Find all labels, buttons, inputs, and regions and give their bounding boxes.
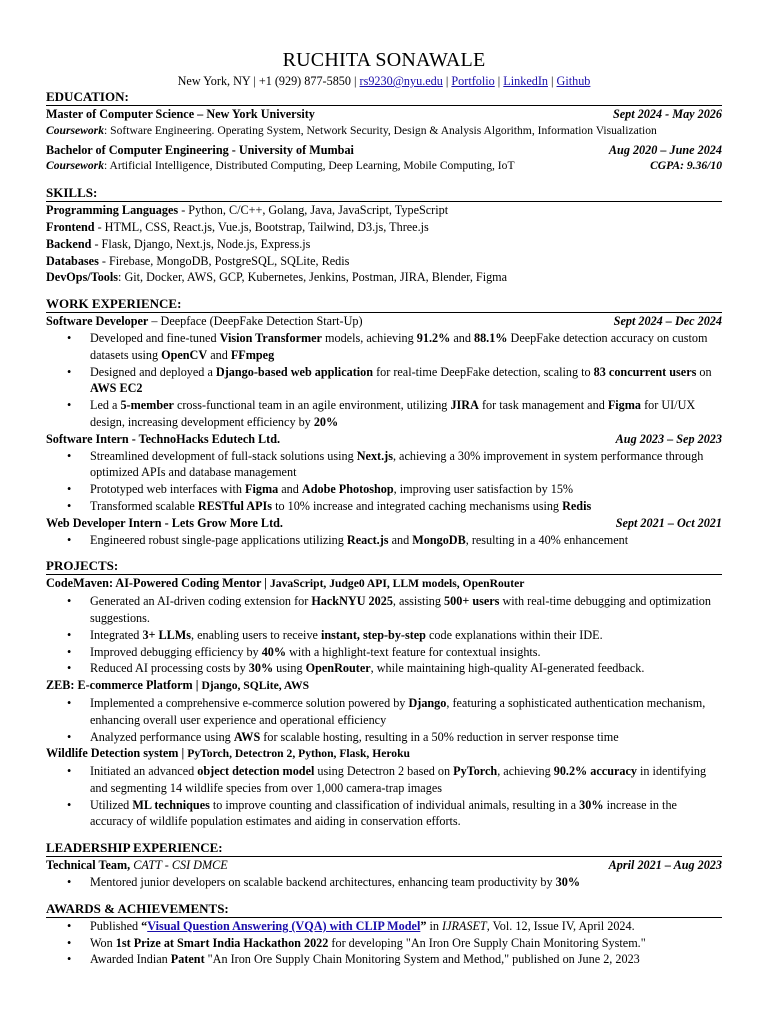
candidate-name: RUCHITA SONAWALE	[282, 49, 486, 71]
list-item: • Mentored junior developers on scalable backend architectures, enhancing team productivity by 30%	[90, 874, 722, 891]
leadership-bullets	[46, 874, 722, 891]
list-item: • Generated an AI-driven coding extension for HackNYU 2025, assisting 500+ users with real-time debugging and optimization suggestions.	[90, 593, 722, 627]
section-title-leadership: LEADERSHIP EXPERIENCE:	[46, 840, 722, 857]
list-item: • Prototyped web interfaces with Figma and Adobe Photoshop, improving user satisfaction by 15%	[90, 481, 722, 498]
list-item: • Reduced AI processing costs by 30% using OpenRouter, while maintaining high-quality AI-generated feedback.	[90, 660, 722, 677]
job-header: Software Developer – Deepface (DeepFake Detection Start-Up) Sept 2024 – Dec 2024	[46, 314, 722, 329]
email-link[interactable]: rs9230@nyu.edu	[359, 74, 443, 88]
list-item: • Published “Visual Question Answering (VQA) with CLIP Model” in IJRASET, Vol. 12, Issue IV, April 2024.	[90, 918, 722, 935]
section-title-awards: AWARDS & ACHIEVEMENTS:	[46, 901, 722, 918]
skill-line: Databases - Firebase, MongoDB, PostgreSQL, SQLite, Redis	[46, 253, 350, 268]
job-header: Software Intern - TechnoHacks Edutech Ltd. Aug 2023 – Sep 2023	[46, 431, 722, 446]
contact-line: New York, NY | +1 (929) 877-5850 | rs9230@nyu.edu | Portfolio | LinkedIn | Github	[177, 74, 591, 88]
project-header: ZEB: E-commerce Platform | Django, SQLite, AWS	[46, 678, 310, 693]
job-bullets	[46, 532, 722, 549]
skill-line: Programming Languages - Python, C/C++, Golang, Java, JavaScript, TypeScript	[46, 203, 449, 218]
section-title-work: WORK EXPERIENCE:	[46, 296, 722, 313]
coursework: Coursework: Software Engineering. Operating System, Network Security, Design & Analysis Algorithm, Information Visualization	[46, 123, 657, 137]
coursework: Coursework: Artificial Intelligence, Distributed Computing, Deep Learning, Mobile Computing, IoT CGPA: 9.36/10	[46, 158, 722, 175]
dates: Sept 2024 - May 2026	[612, 107, 722, 121]
skill-line: Frontend - HTML, CSS, React.js, Vue.js, Bootstrap, Tailwind, D3.js, Three.js	[46, 219, 429, 234]
section-title-projects: PROJECTS:	[46, 558, 722, 575]
project-bullets	[46, 763, 722, 830]
github-link[interactable]: Github	[556, 74, 591, 88]
list-item: • Analyzed performance using AWS for scalable hosting, resulting in a 50% reduction in server response time	[90, 729, 722, 746]
portfolio-link[interactable]: Portfolio	[451, 74, 495, 88]
degree: Master of Computer Science – New York University	[46, 107, 315, 121]
job-bullets	[46, 448, 722, 515]
leadership-header: Technical Team, CATT - CSI DMCE April 2021 – Aug 2023	[46, 858, 722, 873]
job-bullets	[46, 330, 722, 431]
degree: Bachelor of Computer Engineering - University of Mumbai	[46, 142, 354, 157]
awards-list	[46, 918, 722, 968]
project-bullets	[46, 695, 722, 745]
education-entry	[46, 106, 722, 123]
cgpa: CGPA: 9.36/10	[650, 159, 722, 173]
list-item: • Won 1st Prize at Smart India Hackathon 2022 for developing "An Iron Ore Supply Chain Monitoring System."	[90, 935, 722, 952]
list-item: • Utilized ML techniques to improve counting and classification of individual animals, resulting in a 30% increase in the accuracy of wildlife population estimates and aiding in conservation efforts.	[90, 797, 722, 831]
project-header: Wildlife Detection system | PyTorch, Detectron 2, Python, Flask, Heroku	[46, 746, 410, 761]
list-item: • Led a 5-member cross-functional team in an agile environment, utilizing JIRA for task management and Figma for UI/UX design, increasing development efficiency by 20%	[90, 397, 722, 431]
list-item: • Streamlined development of full-stack solutions using Next.js, achieving a 30% improvement in system performance through optimized APIs and database management	[90, 448, 722, 482]
project-header: CodeMaven: AI-Powered Coding Mentor | JavaScript, Judge0 API, LLM models, OpenRouter	[46, 576, 525, 591]
list-item: • Transformed scalable RESTful APIs to 10% increase and integrated caching mechanisms using Redis	[90, 498, 722, 515]
dates: Aug 2020 – June 2024	[608, 142, 722, 157]
list-item: • Initiated an advanced object detection model using Detectron 2 based on PyTorch, achieving 90.2% accuracy in identifying and segmenting 14 wildlife species from over 1,000 camera-trap images	[90, 763, 722, 797]
job-header: Web Developer Intern - Lets Grow More Ltd. Sept 2021 – Oct 2021	[46, 515, 722, 530]
list-item: • Integrated 3+ LLMs, enabling users to receive instant, step-by-step code explanations within their IDE.	[90, 627, 722, 644]
list-item: • Engineered robust single-page applications utilizing React.js and MongoDB, resulting in a 40% enhancement	[90, 532, 722, 549]
skill-line: Backend - Flask, Django, Next.js, Node.js, Express.js	[46, 236, 311, 251]
section-title-skills: SKILLS:	[46, 185, 722, 202]
skill-line: DevOps/Tools: Git, Docker, AWS, GCP, Kubernetes, Jenkins, Postman, JIRA, Blender, Figma	[46, 270, 508, 285]
list-item: • Awarded Indian Patent "An Iron Ore Supply Chain Monitoring System and Method," published on June 2, 2023	[90, 951, 722, 968]
education-entry	[46, 142, 722, 159]
list-item: • Developed and fine-tuned Vision Transformer models, achieving 91.2% and 88.1% DeepFake detection accuracy on custom datasets using OpenCV and FFmpeg	[90, 330, 722, 364]
linkedin-link[interactable]: LinkedIn	[503, 74, 548, 88]
list-item: • Improved debugging efficiency by 40% with a highlight-text feature for contextual insights.	[90, 644, 722, 661]
paper-link[interactable]: Visual Question Answering (VQA) with CLIP Model	[147, 918, 421, 933]
location-phone: New York, NY | +1 (929) 877-5850 |	[177, 74, 357, 88]
section-title-education: EDUCATION:	[46, 89, 722, 106]
list-item: • Implemented a comprehensive e-commerce solution powered by Django, featuring a sophisticated authentication mechanism, enhancing overall user experience and operational efficiency	[90, 695, 722, 729]
project-bullets	[46, 593, 722, 677]
list-item: • Designed and deployed a Django-based web application for real-time DeepFake detection, scaling to 83 concurrent users on AWS EC2	[90, 364, 722, 398]
